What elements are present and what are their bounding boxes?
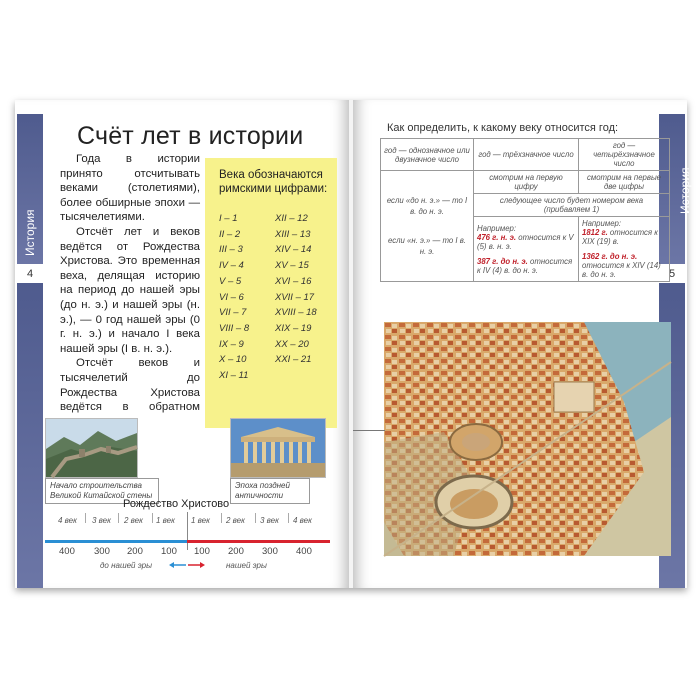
era-ad-label: нашей эры: [226, 561, 267, 570]
example-text: относится к V (5) в. н. э.: [477, 232, 574, 251]
table-cell: смотрим на первую цифру: [474, 171, 579, 194]
roman-column-2: [275, 211, 317, 368]
roman-item: X – 10: [219, 354, 247, 366]
roman-item: I – 1: [219, 213, 238, 224]
year-label: 100: [194, 546, 210, 557]
roman-item: XI – 11: [219, 370, 249, 382]
roman-item: XXI – 21: [275, 354, 312, 366]
great-wall-image: [46, 419, 137, 477]
christ-birth-marker: [187, 512, 188, 550]
roman-item: XVII – 17: [275, 291, 315, 303]
table-cell: следующее число будет номером века (прибавляем 1): [474, 194, 670, 217]
century-label: 2 век: [226, 516, 245, 525]
parthenon-caption: Эпоха поздней античности: [230, 478, 310, 504]
ancient-city-illustration: [384, 322, 671, 556]
history-side-tab: [17, 114, 43, 264]
year-label: 100: [161, 546, 177, 557]
roman-item: IV – 4: [219, 260, 244, 272]
rule-ad: если «н. э.» — то I в. н. э.: [388, 236, 466, 256]
rule-bc: если «до н. э.» — то I в. до н. э.: [386, 196, 468, 216]
table-cell-rules: [381, 171, 474, 282]
connector-line: [353, 430, 385, 431]
paragraph: Года в истории принято отсчитывать веками (столетиями), более обширные эпохи — тысячелетиями.: [60, 153, 200, 224]
year-label: 200: [127, 546, 143, 557]
roman-item: XVIII – 18: [275, 307, 317, 319]
page-number: 5: [659, 266, 685, 282]
century-label: 3 век: [92, 516, 111, 525]
timeline-tick: [118, 513, 119, 523]
century-label: 4 век: [58, 516, 77, 525]
right-page: [353, 100, 692, 588]
example-label: Например:: [477, 223, 517, 233]
paragraph: Отсчёт веков и тысячелетий до Рождества Христова ведётся в обратном: [60, 357, 200, 414]
table-row: [381, 171, 670, 194]
timeline-tick: [152, 513, 153, 523]
open-book: [15, 100, 692, 588]
table-header-cell: год — трёхзначное число: [474, 139, 579, 171]
century-label: 2 век: [124, 516, 143, 525]
direction-arrows-icon: [169, 559, 205, 571]
century-label: 1 век: [191, 516, 210, 525]
roman-item: XVI – 16: [275, 275, 312, 287]
year-label: 200: [228, 546, 244, 557]
ad-timeline-bar: [187, 540, 330, 543]
timeline-tick: [288, 513, 289, 523]
parthenon-image: [231, 419, 325, 477]
century-label: 4 век: [293, 516, 312, 525]
roman-item: XII – 12: [275, 213, 308, 224]
page-number: 4: [17, 266, 43, 282]
example-cell-3digit: [474, 217, 579, 282]
parthenon-photo: [230, 418, 326, 478]
table-row: [381, 139, 670, 171]
example-text: относится к IV (4) в. до н. э.: [477, 256, 573, 275]
roman-item: XIII – 13: [275, 228, 311, 240]
year-label: 300: [262, 546, 278, 557]
roman-item: XIX – 19: [275, 322, 312, 334]
great-wall-photo: [45, 418, 138, 478]
example-label: Например:: [582, 219, 622, 228]
timeline-tick: [85, 513, 86, 523]
roman-item: IX – 9: [219, 338, 244, 350]
table-cell: смотрим на первые две цифры: [579, 171, 670, 194]
timeline-tick: [255, 513, 256, 523]
century-rules-table: [380, 138, 670, 282]
roman-item: V – 5: [219, 275, 242, 287]
roman-box-heading: Века обозначаются римскими цифрами:: [219, 169, 328, 195]
roman-numerals-box: [205, 158, 337, 428]
roman-item: XX – 20: [275, 338, 309, 350]
side-tab-lower: [17, 283, 43, 588]
table-header-cell: год — однозначное или двузначное число: [381, 139, 474, 171]
roman-item: II – 2: [219, 228, 241, 240]
paragraph: Отсчёт лет и веков ведётся от Рождества Христова. Это временная веха, делящая историю на период до нашей эры (до н. э.) и нашей эры (н. э.), — 0 год нашей эры (0 г. н. э.) и начало I века нашей эры (I в. н. э.).: [60, 225, 200, 355]
year-label: 300: [94, 546, 110, 557]
example-year: 476 г. н. э.: [477, 232, 517, 242]
bc-timeline-bar: [45, 540, 187, 543]
example-text: относится к XIX (19) в.: [582, 228, 658, 246]
roman-item: VI – 6: [219, 291, 244, 303]
example-year: 387 г. до н. э.: [477, 256, 528, 266]
roman-item: XIV – 14: [275, 244, 312, 256]
timeline-tick: [221, 513, 222, 523]
timeline-label: Рождество Христово: [123, 498, 230, 510]
year-label: 400: [59, 546, 75, 557]
roman-item: XV – 15: [275, 260, 309, 272]
example-year: 1812 г.: [582, 228, 608, 237]
roman-item: VII – 7: [219, 307, 247, 319]
century-label: 1 век: [156, 516, 175, 525]
side-tab-label: История: [23, 209, 37, 256]
great-wall-caption: Начало строительства Великой Китайской стены: [45, 478, 159, 504]
example-text: относится к XIV (14) в. до н. э.: [582, 261, 661, 279]
era-bc-label: до нашей эры: [100, 561, 152, 570]
body-text: [60, 152, 200, 429]
side-tab-label: История: [678, 167, 692, 214]
left-page: [15, 100, 349, 588]
roman-item: III – 3: [219, 244, 243, 256]
table-header-cell: год — четырёхзначное число: [579, 139, 670, 171]
roman-item: VIII – 8: [219, 322, 250, 334]
page-title: Счёт лет в истории: [77, 122, 304, 150]
example-year: 1362 г. до н. э.: [582, 252, 638, 261]
century-label: 3 век: [260, 516, 279, 525]
example-cell-4digit: [579, 217, 670, 282]
roman-city-image: [384, 322, 671, 556]
table-title: Как определить, к какому веку относится год:: [387, 122, 619, 134]
roman-column-1: [219, 211, 249, 384]
year-label: 400: [296, 546, 312, 557]
